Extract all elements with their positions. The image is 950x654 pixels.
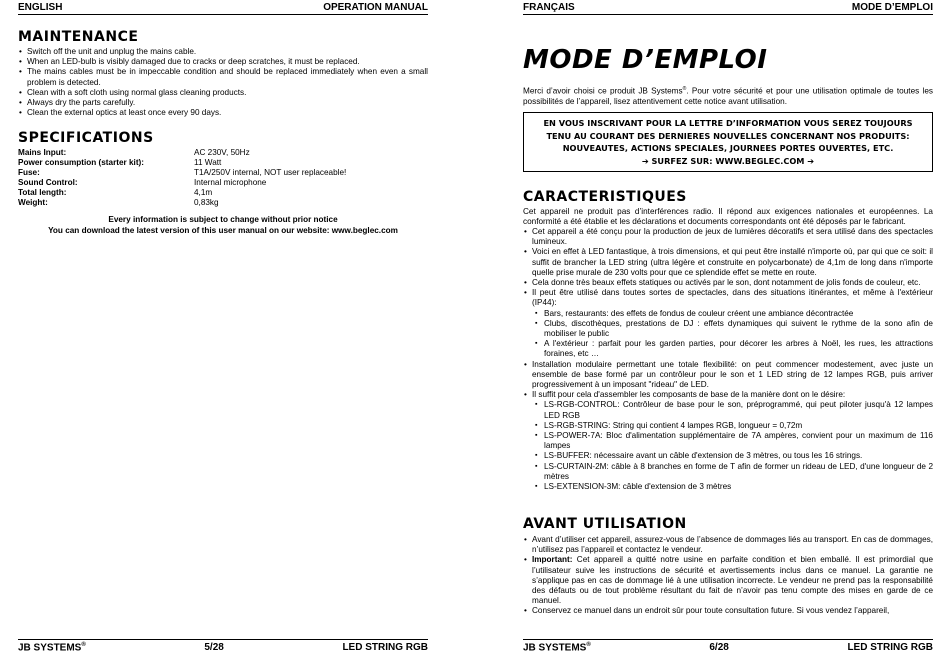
use-item: ▪ Clubs, discothèques, prestations de DJ : effets dynamiques qui suivent le rythme de la sono afin de mobiliser le public bbox=[535, 319, 933, 339]
list-item: • Clean the external optics at least once every 90 days. bbox=[18, 108, 428, 118]
footer-brand-text: JB SYSTEMS bbox=[523, 642, 587, 654]
feature-item: • Voici en effet à LED fantastique, à trois dimensions, et qui peut être installé n'importe où, par qui que ce soit: il suffit de brancher la LED string (ultra légère et construite en polycarbonate) de 4,1m de long dans n'importe quelle prise murale de 230 volts pour que ce splendide effet se mette en route. bbox=[523, 247, 933, 278]
feature-item: • Il peut être utilisé dans toutes sortes de spectacles, dans des situations itinérantes, et même à l'extérieur (IP44): bbox=[523, 288, 933, 308]
spec-row bbox=[18, 178, 346, 188]
footer-product: LED STRING RGB bbox=[847, 642, 933, 653]
list-item: • Switch off the unit and unplug the mains cable. bbox=[18, 47, 428, 57]
spec-label: Weight: bbox=[18, 198, 48, 207]
footer-page-number: 6/28 bbox=[709, 642, 729, 653]
important-label: Important: bbox=[532, 555, 573, 565]
intro-paragraph bbox=[523, 84, 933, 107]
use-item: ▪ Bars, restaurants: des effets de fondus de couleur créent une ambiance décontractée bbox=[535, 309, 933, 319]
newsletter-box bbox=[523, 112, 933, 172]
page-header bbox=[523, 0, 933, 15]
intro-text-a: Merci d’avoir choisi ce produit JB Systems bbox=[523, 86, 683, 96]
component-item: ▪ LS-CURTAIN-2M: câble à 8 branches en forme de T afin de former un rideau de LED, d'une longueur de 2 mètres bbox=[535, 462, 933, 482]
footer-brand-text: JB SYSTEMS bbox=[18, 642, 82, 654]
intro-text-b: . Pour votre sécurité et pour une utilisation optimale de toutes les possibilités de l’appareil, lisez attentivement cette notice avant utilisation. bbox=[523, 86, 933, 106]
change-notice bbox=[18, 215, 428, 236]
footer-brand bbox=[523, 642, 591, 653]
newsletter-line-1: EN VOUS INSCRIVANT POUR LA LETTRE D’INFORMATION VOUS SEREZ TOUJOURS bbox=[543, 118, 913, 128]
avant-utilisation-heading: AVANT UTILISATION bbox=[523, 516, 687, 532]
components-sublist bbox=[535, 400, 933, 492]
specifications-heading: SPECIFICATIONS bbox=[18, 130, 154, 146]
notice-line-2: You can download the latest version of this user manual on our website: www.beglec.com bbox=[48, 225, 398, 235]
component-item: ▪ LS-EXTENSION-3M: câble d'extension de 3 mètres bbox=[535, 482, 933, 492]
left-page bbox=[18, 0, 428, 654]
spec-label: Sound Control: bbox=[18, 178, 78, 187]
notice-line-1: Every information is subject to change without prior notice bbox=[108, 215, 338, 224]
spec-value: 0,83kg bbox=[194, 198, 219, 207]
spec-row bbox=[18, 188, 346, 198]
page-footer bbox=[18, 639, 428, 653]
list-item: • Always dry the parts carefully. bbox=[18, 98, 428, 108]
list-item: • When an LED-bulb is visibly damaged due to cracks or deep scratches, it must be replaced. bbox=[18, 57, 428, 67]
footer-reg-mark: ® bbox=[81, 642, 86, 648]
component-item: ▪ LS-RGB-CONTROL: Contrôleur de base pour le son, préprogrammé, qui peut piloter jusqu'à 12 lampes LED RGB bbox=[535, 400, 933, 420]
list-item bbox=[523, 555, 933, 606]
newsletter-line-3: NOUVEAUTES, ACTIONS SPECIALES, JOURNEES PORTES OUVERTES, ETC. bbox=[562, 143, 894, 153]
features-list bbox=[523, 227, 933, 492]
spec-label: Fuse: bbox=[18, 168, 40, 177]
header-language: FRANÇAIS bbox=[523, 2, 575, 13]
feature-item: • Installation modulaire permettant une totale flexibilité: on peut commencer modestement, avec juste un ensemble de base formé par un contrôleur pour le son et 1 LED string de 12 lampes RGB, puis arriver progressivement à un imposant "rideau" de LED. bbox=[523, 360, 933, 391]
spec-value: AC 230V, 50Hz bbox=[194, 148, 250, 157]
spec-row bbox=[18, 148, 346, 158]
header-manual-title: MODE D’EMPLOI bbox=[851, 2, 933, 13]
spec-value: Internal microphone bbox=[194, 178, 267, 187]
page-header bbox=[18, 0, 428, 15]
footer-brand bbox=[18, 642, 86, 653]
component-item: ▪ LS-BUFFER: nécessaire avant un câble d'extension de 3 mètres, ou tous les 16 strings. bbox=[535, 451, 933, 461]
spec-row bbox=[18, 198, 346, 208]
list-item: • Avant d’utiliser cet appareil, assurez-vous de l’absence de dommages liés au transport. En cas de dommages, n’utilisez pas l’appareil et contactez le vendeur. bbox=[523, 535, 933, 555]
list-item: • The mains cables must be in impeccable condition and should be replaced immediately when even a small problem is detected. bbox=[18, 67, 428, 87]
newsletter-line-4: ➔ SURFEZ SUR: WWW.BEGLEC.COM ➔ bbox=[641, 155, 815, 166]
caracteristiques-intro: Cet appareil ne produit pas d’interférences radio. Il répond aux exigences nationales et européennes. La conformité a été établie et les déclarations et documents correspondants ont été déposés par le fabricant. bbox=[523, 207, 933, 227]
use-item: ▪ A l'extérieur : parfait pour les garden parties, pour décorer les arbres à Noël, les rues, les attractions foraines, etc … bbox=[535, 339, 933, 359]
important-text: Cet appareil a quitté notre usine en parfaite condition et bien emballé. Il est primordial que l’utilisateur suive les instructions de sécurité et avertissements inclus dans ce manuel. La garantie ne s’applique pas en cas de dommage lié à une utilisation incorrecte. Le vendeur ne prend pas la responsabilité des défauts ou de tout problème résultant du fait de n’avoir pas tenu compte des mises en garde de ce manuel. bbox=[532, 555, 933, 606]
specifications-table bbox=[18, 148, 346, 208]
newsletter-line-2: TENU AU COURANT DES DERNIERES NOUVELLES CONCERNANT NOS PRODUITS: bbox=[546, 130, 910, 141]
intro-reg-mark: ® bbox=[682, 86, 687, 92]
page-footer bbox=[523, 639, 933, 653]
spec-label: Total length: bbox=[18, 188, 67, 197]
avant-utilisation-list bbox=[523, 535, 933, 617]
spec-row bbox=[18, 158, 346, 168]
list-item: • Clean with a soft cloth using normal glass cleaning products. bbox=[18, 88, 428, 98]
footer-page-number: 5/28 bbox=[204, 642, 224, 653]
right-page bbox=[523, 0, 933, 654]
header-language: ENGLISH bbox=[18, 2, 63, 13]
maintenance-heading: MAINTENANCE bbox=[18, 29, 139, 45]
maintenance-list bbox=[18, 47, 428, 118]
spec-value: 11 Watt bbox=[194, 158, 222, 167]
feature-item: • Cet appareil a été conçu pour la production de jeux de lumières décoratifs et sera utilisé dans des spectacles lumineux. bbox=[523, 227, 933, 247]
uses-sublist bbox=[535, 309, 933, 360]
footer-reg-mark: ® bbox=[586, 642, 591, 648]
spec-row bbox=[18, 168, 346, 178]
list-item: • Conservez ce manuel dans un endroit sûr pour toute consultation future. Si vous vendez l’appareil, bbox=[523, 606, 933, 616]
page-title: MODE D’EMPLOI bbox=[523, 45, 768, 75]
spec-label: Mains Input: bbox=[18, 148, 67, 157]
header-manual-title: OPERATION MANUAL bbox=[323, 2, 428, 13]
component-item: ▪ LS-RGB-STRING: String qui contient 4 lampes RGB, longueur = 0,72m bbox=[535, 421, 933, 431]
caracteristiques-heading: CARACTERISTIQUES bbox=[523, 189, 687, 205]
spec-value: 4,1m bbox=[194, 188, 213, 197]
spec-label: Power consumption (starter kit): bbox=[18, 158, 145, 167]
component-item: ▪ LS-POWER-7A: Bloc d'alimentation supplémentaire de 7A ampères, convient pour un maximum de 116 lampes bbox=[535, 431, 933, 451]
feature-item: • Il suffit pour cela d'assembler les composants de base de la manière dont on le désire: bbox=[523, 390, 933, 400]
spec-value: T1A/250V internal, NOT user replaceable! bbox=[194, 168, 347, 177]
footer-product: LED STRING RGB bbox=[342, 642, 428, 653]
feature-item: • Cela donne très beaux effets statiques ou activés par le son, dont notamment de jolis fonds de couleur, etc. bbox=[523, 278, 933, 288]
